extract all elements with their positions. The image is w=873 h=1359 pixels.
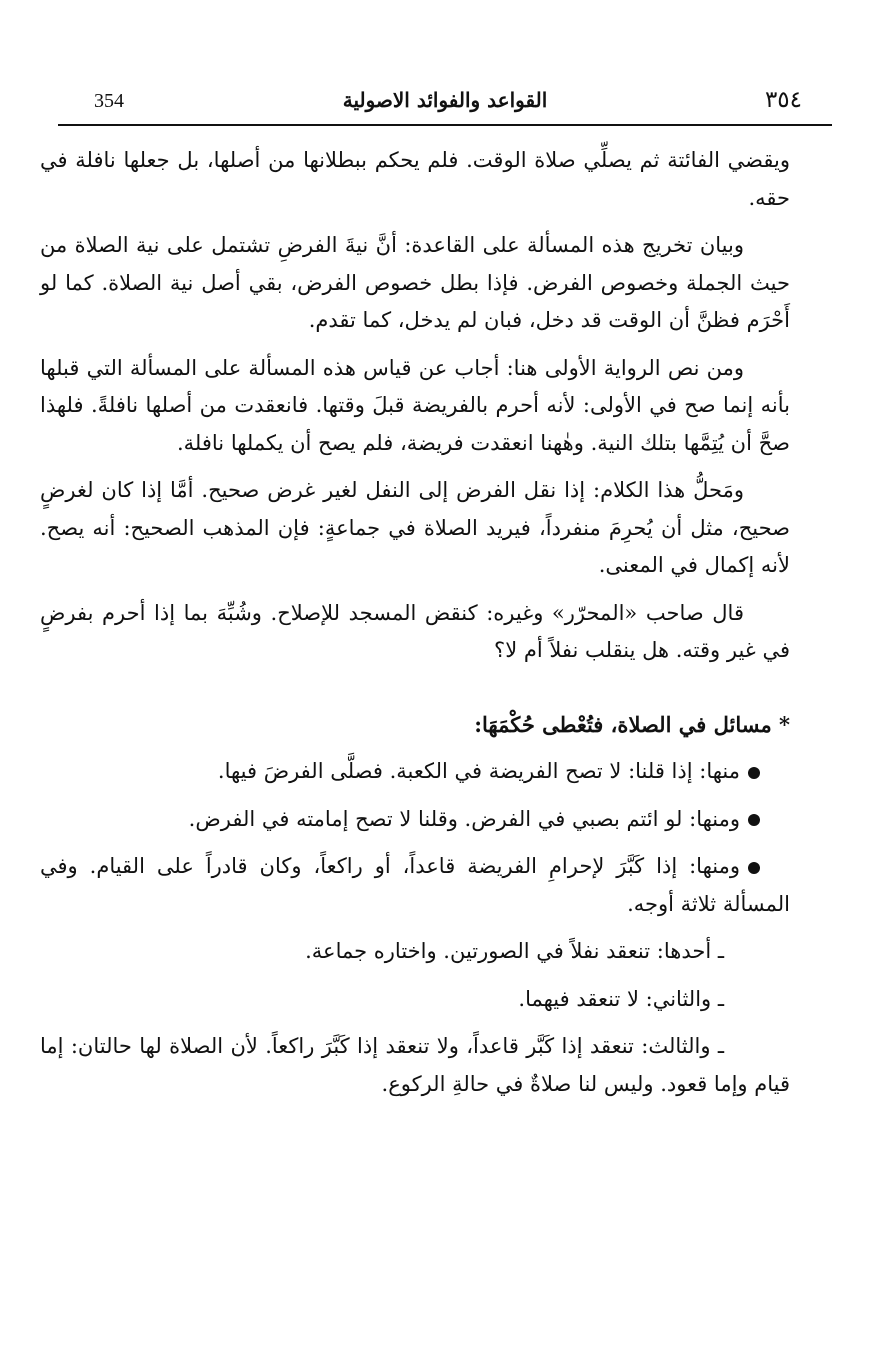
page-body: [40, 142, 790, 1113]
paragraph-continued: ويقضي الفائتة ثم يصلِّي صلاة الوقت. فلم يحكم ببطلانها من أصلها، بل جعلها نافلة في حقه.: [40, 148, 790, 210]
page-number-latin: 354: [94, 90, 124, 112]
bullet-dot-icon: [748, 767, 760, 779]
bullet-text: منها: إذا قلنا: لا تصح الفريضة في الكعبة. فصلَّى الفرضَ فيها.: [217, 759, 740, 783]
bullet-dot-icon: [748, 814, 760, 826]
bullet-text: ومنها: إذا كَبَّرَ لإحرامِ الفريضة قاعداً، أو راكعاً، وكان قادراً على القيام. وفي المسألة ثلاثة أوجه.: [40, 854, 790, 916]
paragraph: ومَحلُّ هذا الكلام: إذا نقل الفرض إلى النفل لغير غرض صحيح. أمَّا إذا كان لغرضٍ صحيح، مثل أن يُحرِمَ منفرداً، فيريد الصلاة في جماعةٍ: فإن المذهب الصحيح: أنه يصح. لأنه إكمال في المعنى.: [40, 478, 790, 577]
section-heading: * مسائل في الصلاة، فتُعْطى حُكْمَهَا:: [474, 711, 790, 737]
dash-item: ـ والثاني: لا تنعقد فيهما.: [518, 986, 724, 1011]
running-title: القواعد والفوائد الاصولية: [342, 88, 548, 112]
bullet-item: [40, 848, 790, 923]
paragraph: وبيان تخريج هذه المسألة على القاعدة: أنَّ نيةَ الفرضِ تشتمل على نية الصلاة من حيث الجملة وخصوص الفرض. فإذا بطل خصوص الفرض، بقي أصل نية الصلاة. كما لو أَحْرَم فظنَّ أن الوقت قد دخل، فبان لم يدخل، كما تقدم.: [40, 233, 790, 332]
bullet-dot-icon: [748, 862, 760, 874]
paragraph: قال صاحب «المحرّر» وغيره: كنقض المسجد للإصلاح. وشُبِّهَ بما إذا أحرم بفرضٍ في غير وقته. هل ينقلب نفلاً أم لا؟: [40, 600, 790, 662]
bullet-item: [40, 801, 790, 839]
page-header: [58, 78, 832, 126]
dash-item: ـ والثالث: تنعقد إذا كَبَّر قاعداً، ولا تنعقد إذا كَبَّرَ راكعاً. لأن الصلاة لها حالتان: إما قيام وإما قعود. وليس لنا صلاةٌ في حالةِ الركوع.: [40, 1034, 790, 1096]
bullet-text: ومنها: لو ائتم بصبي في الفرض. وقلنا لا تصح إمامته في الفرض.: [188, 806, 740, 831]
dash-item: ـ أحدها: تنعقد نفلاً في الصورتين. واختاره جماعة.: [305, 939, 724, 963]
page-number-arabic: ٣٥٤: [764, 87, 802, 113]
paragraph: ومن نص الرواية الأولى هنا: أجاب عن قياس هذه المسألة على المسألة التي قبلها بأنه إنما صح في الأولى: لأنه أحرم بالفريضة قبلَ وقتها. فانعقدت من أصلها نافلةً. فلهذا صحَّ أن يُتِمَّها بتلك النية. وهٰهنا انعقدت فريضة، فلم يصح أن يكملها نافلة.: [40, 355, 790, 455]
bullet-item: [40, 753, 790, 791]
